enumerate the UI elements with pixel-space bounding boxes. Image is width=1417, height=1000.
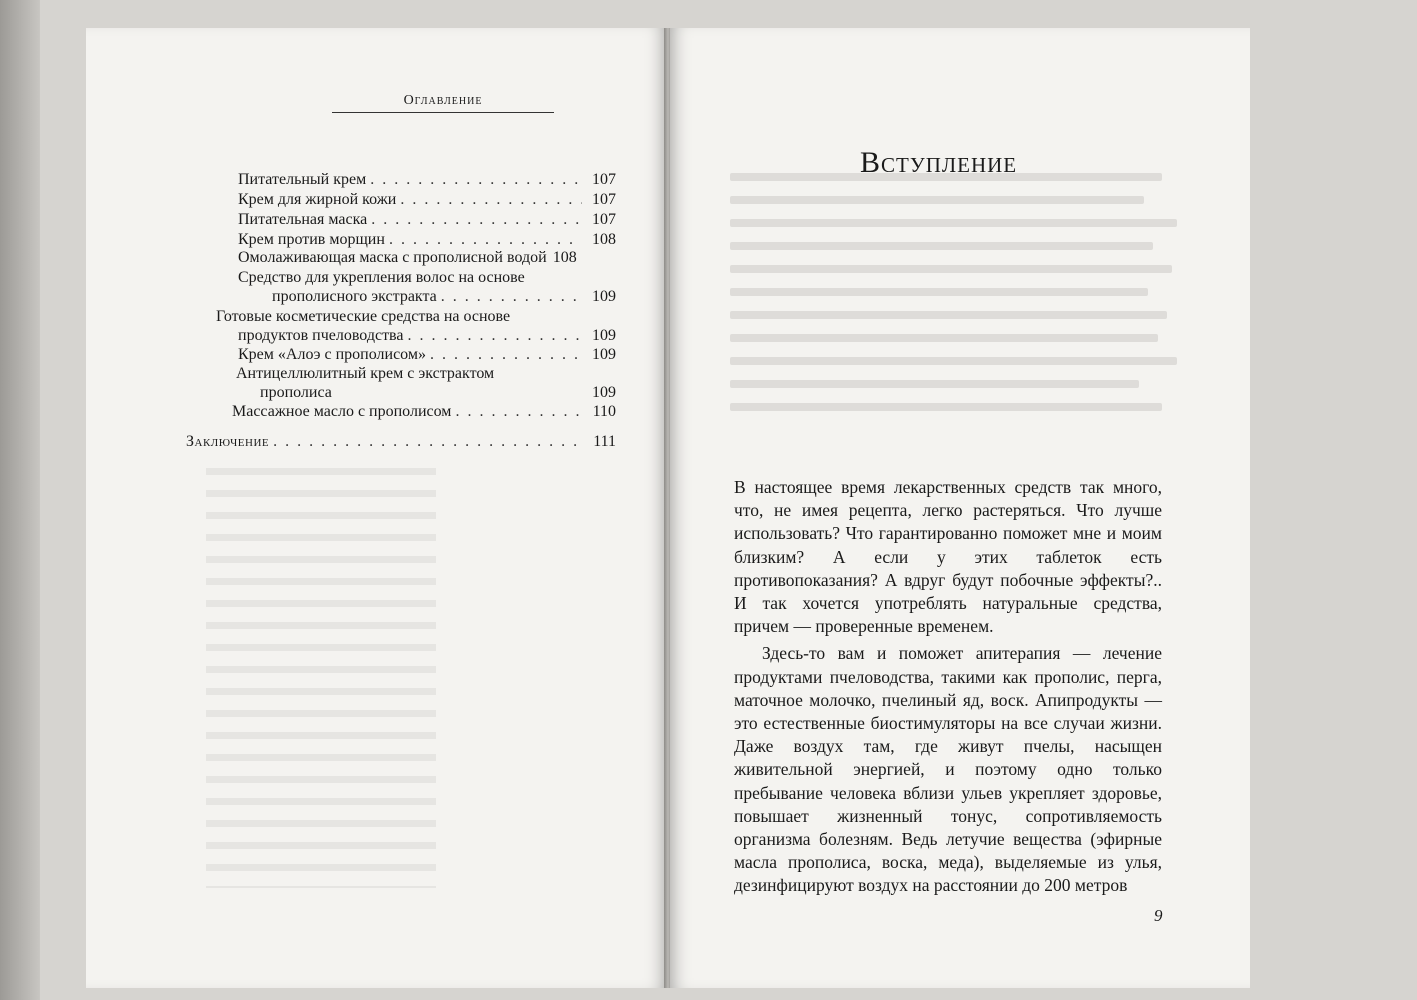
toc-leader (408, 326, 583, 345)
toc-entry-title-line1: Средство для укрепления волос на основе (238, 269, 525, 286)
toc-entry-title: Массажное масло с прополисом (232, 403, 452, 420)
toc-entry-title: Крем против морщин (238, 231, 385, 248)
toc-entry-title: Крем «Алоэ с прополисом» (238, 346, 426, 363)
toc-entry-page: 107 (592, 171, 616, 188)
toc-entry-page: 107 (592, 191, 616, 208)
chapter-title: Вступление (860, 146, 1018, 179)
toc-leader (455, 402, 582, 421)
right-page (670, 28, 1250, 988)
toc-leader (400, 190, 582, 209)
toc-entry-page: 108 (552, 249, 577, 266)
toc-entry-page: 110 (592, 403, 616, 420)
running-head: Оглавление (332, 93, 554, 113)
body-text (734, 476, 1162, 898)
toc-entry (238, 248, 616, 267)
toc-entry-page: 111 (593, 433, 616, 450)
toc-entry (232, 402, 616, 421)
toc-entry-page: 108 (592, 231, 616, 248)
toc-entry-title-line1: Готовые косметические средства на основе (216, 308, 511, 325)
toc-entry (238, 170, 616, 189)
toc-entry (238, 230, 616, 249)
toc-entry-page: 109 (592, 346, 616, 363)
toc-entry (260, 383, 616, 402)
toc-entry-title-line2: прополиса (260, 384, 332, 401)
paragraph: Здесь-то вам и поможет апитерапия — лечение продуктами пчеловодства, такими как прополис, перга, маточное молочко, пчелиный яд, воск. Апипродукты — это естественные биостимуляторы на все случаи жизни. Даже воздух там, где живут пчелы, насыщен живительной энергией, и поэтому одно только пребывание человека вблизи ульев укрепляет здоровье, повышает жизненный тонус, сопротивляемость организма болезням. Ведь летучие вещества (эфирные масла прополиса, воска, меда), выделяемые из улья, дезинфицируют воздух на расстоянии до 200 метров (734, 643, 1162, 896)
toc-entry-title-line1: Антицеллюлитный крем с экстрактом (236, 365, 495, 382)
toc-entry-page: 107 (592, 211, 616, 228)
toc-entry-title-line2: продуктов пчеловодства (238, 327, 404, 344)
toc-entry (238, 345, 616, 364)
toc-entry (272, 287, 616, 306)
toc-leader (370, 170, 582, 189)
toc-leader (389, 230, 582, 249)
toc-entry (238, 210, 616, 229)
paragraph: В настоящее время лекарственных средств так много, что, не имея рецепта, легко растеряться. Что лучше использовать? Что гарантированно поможет мне и моим близким? А если у этих таблеток есть противопоказания? А вдруг будут побочные эффекты?.. И так хочется употреблять натуральные средства, причем — проверенные временем. (734, 477, 1162, 637)
scan-background (0, 0, 40, 1000)
toc-entry (238, 326, 616, 345)
toc-leader (430, 345, 582, 364)
toc-leader (441, 287, 582, 306)
show-through-texture (730, 158, 1200, 488)
toc-entry-title: Заключение (186, 433, 270, 450)
left-page (86, 28, 666, 988)
toc-entry-title: Крем для жирной кожи (238, 191, 397, 208)
page-number: 9 (1154, 906, 1163, 925)
toc-entry-page: 109 (592, 384, 616, 401)
toc-leader (336, 383, 582, 402)
toc-leader (371, 210, 582, 229)
toc-entry-title: Питательный крем (238, 171, 367, 188)
toc-entry-title: Омолаживающая маска с прополисной водой (238, 249, 547, 266)
toc-entry-title: Питательная маска (238, 211, 368, 228)
toc-entry-page: 109 (592, 327, 616, 344)
toc-entry-page: 109 (592, 288, 616, 305)
toc-entry-title-line2: прополисного экстракта (272, 288, 437, 305)
toc-entry-conclusion (186, 432, 616, 451)
toc-entry (238, 190, 616, 209)
show-through-texture (206, 468, 436, 888)
toc-leader (273, 432, 582, 451)
